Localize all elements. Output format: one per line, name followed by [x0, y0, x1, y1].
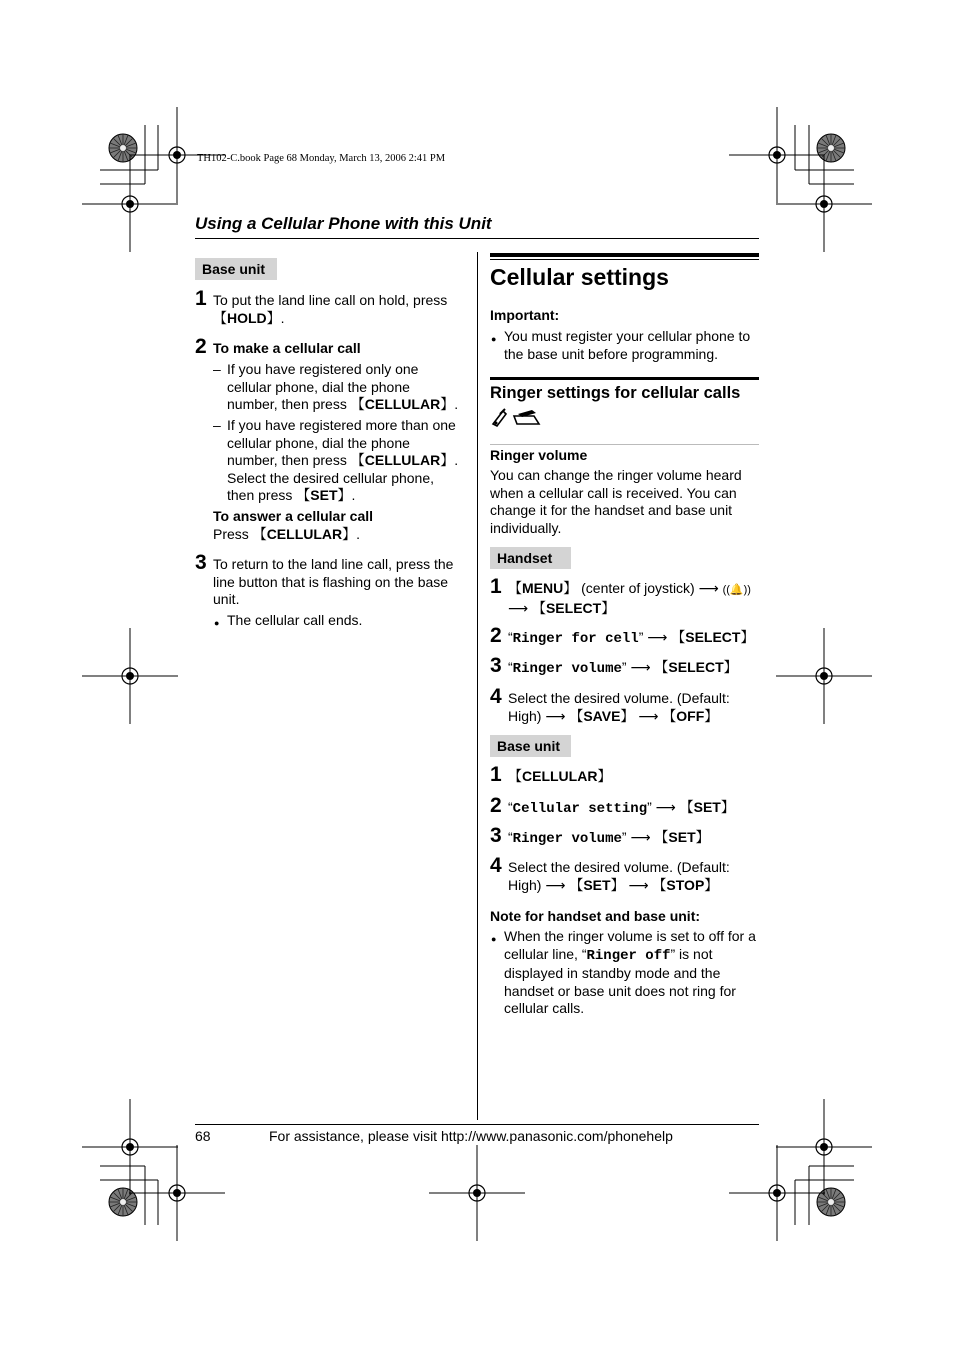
dash-marker: – — [213, 361, 221, 377]
base-step-1: 【 CELLULAR 】 — [508, 768, 611, 786]
registration-mark-icon — [776, 628, 872, 724]
registration-mark-icon — [776, 1099, 872, 1195]
arrow-right-icon: ⟶ — [545, 877, 566, 894]
important-label: Important: — [490, 307, 560, 323]
step-3-text: To return to the land line call, press the line button that is flashing on the base unit. — [213, 556, 454, 608]
registration-mark-icon — [729, 107, 825, 203]
arrow-right-icon: ⟶ — [508, 600, 529, 617]
note-label: Note for handset and base unit: — [490, 908, 701, 924]
section-rule-thin — [490, 259, 759, 260]
handset-step-1: 【 MENU 】 (center of joystick) ⟶ ((🔔)) ⟶ 【 SELECT 】 — [508, 580, 760, 618]
handset-step-4: Select the desired volume. (Default: High) ⟶ 【 SAVE 】 ⟶ 【 OFF 】 — [508, 690, 760, 726]
dash-marker: – — [213, 417, 221, 433]
color-wheel-icon — [817, 1188, 845, 1216]
handset-step-3: “Ringer volume” ⟶ 【 SELECT 】 — [508, 659, 738, 679]
running-title: Using a Cellular Phone with this Unit — [195, 214, 492, 233]
base-step-4: Select the desired volume. (Default: High) ⟶ 【 SET 】 ⟶ 【 STOP 】 — [508, 859, 760, 895]
footer-rule — [195, 1124, 759, 1125]
step-3-bullet: ● The cellular call ends. — [227, 612, 362, 630]
registration-mark-icon — [429, 1145, 525, 1241]
device-icons — [490, 406, 542, 428]
step-number: 1 — [195, 287, 207, 310]
dash-item-2: If you have registered more than one cellular phone, dial the phone number, then press 【 CELLULAR 】 . Select the desired cellular phone, then press 【 SET 】 . — [227, 417, 467, 505]
arrow-right-icon: ⟶ — [630, 660, 651, 676]
note-bullet: ● When the ringer volume is set to off for a cellular line, “Ringer off” is not displayed in standby mode and the handset or base unit does not ring for cellular calls. — [504, 928, 762, 1018]
step-number: 3 — [195, 551, 207, 574]
dash-item-1: If you have registered only one cellular phone, dial the phone number, then press 【 CELLULAR 】 . — [227, 361, 467, 414]
step-number: 2 — [490, 794, 502, 817]
footer-help-text: For assistance, please visit http://www.panasonic.com/phonehelp — [269, 1128, 673, 1144]
subsection-heading: Ringer settings for cellular calls — [490, 384, 741, 402]
arrow-right-icon: ⟶ — [647, 630, 668, 646]
print-header: TH102-C.book Page 68 Monday, March 13, 2006 2:41 PM — [197, 153, 446, 164]
thin-divider — [490, 444, 759, 445]
page-number: 68 — [195, 1128, 211, 1144]
make-call-heading: To make a cellular call — [213, 340, 361, 356]
column-divider — [477, 252, 478, 1120]
hold-key: 【 HOLD 】 — [213, 310, 281, 326]
registration-mark-icon — [82, 628, 178, 724]
registration-mark-icon — [729, 1145, 825, 1241]
step-number: 4 — [490, 685, 502, 708]
handset-tag: Handset — [490, 547, 571, 569]
base-unit-tag: Base unit — [490, 735, 571, 757]
answer-call-text: Press 【 CELLULAR 】 . — [213, 526, 360, 544]
arrow-right-icon: ⟶ — [638, 708, 659, 725]
step-number: 2 — [490, 624, 502, 647]
handset-icon — [493, 409, 506, 426]
section-rule-thick — [490, 253, 759, 257]
step-number: 3 — [490, 654, 502, 677]
step-number: 1 — [490, 575, 502, 598]
arrow-right-icon: ⟶ — [630, 830, 651, 846]
registration-mark-icon — [129, 1145, 225, 1241]
color-wheel-icon — [109, 1188, 137, 1216]
arrow-right-icon: ⟶ — [655, 800, 676, 816]
base-unit-icon — [514, 410, 539, 424]
base-step-3: “Ringer volume” ⟶ 【 SET 】 — [508, 829, 710, 849]
base-unit-tag: Base unit — [195, 258, 277, 280]
important-bullet: ● You must register your cellular phone to the base unit before programming. — [504, 328, 760, 363]
color-wheel-icon — [109, 134, 137, 162]
step-1-text: To put the land line call on hold, press 【 HOLD 】 . — [213, 292, 463, 327]
arrow-right-icon: ⟶ — [698, 581, 719, 597]
step-number: 2 — [195, 335, 207, 358]
color-wheel-icon — [817, 134, 845, 162]
ringer-icon: ((🔔)) — [722, 584, 751, 596]
step-number: 4 — [490, 854, 502, 877]
section-title: Cellular settings — [490, 264, 669, 290]
base-step-2: “Cellular setting” ⟶ 【 SET 】 — [508, 799, 735, 819]
step-number: 3 — [490, 824, 502, 847]
subsection-rule — [490, 377, 759, 380]
answer-call-heading: To answer a cellular call — [213, 508, 374, 524]
arrow-right-icon: ⟶ — [628, 877, 649, 894]
arrow-right-icon: ⟶ — [545, 708, 566, 725]
header-rule — [195, 238, 759, 239]
step-number: 1 — [490, 763, 502, 786]
ringer-volume-desc: You can change the ringer volume heard when a cellular call is received. You can change it for the handset and base unit individually. — [490, 467, 742, 536]
ringer-volume-label: Ringer volume — [490, 447, 588, 463]
registration-mark-icon — [82, 1099, 178, 1195]
handset-step-2: “Ringer for cell” ⟶ 【 SELECT 】 — [508, 629, 754, 649]
